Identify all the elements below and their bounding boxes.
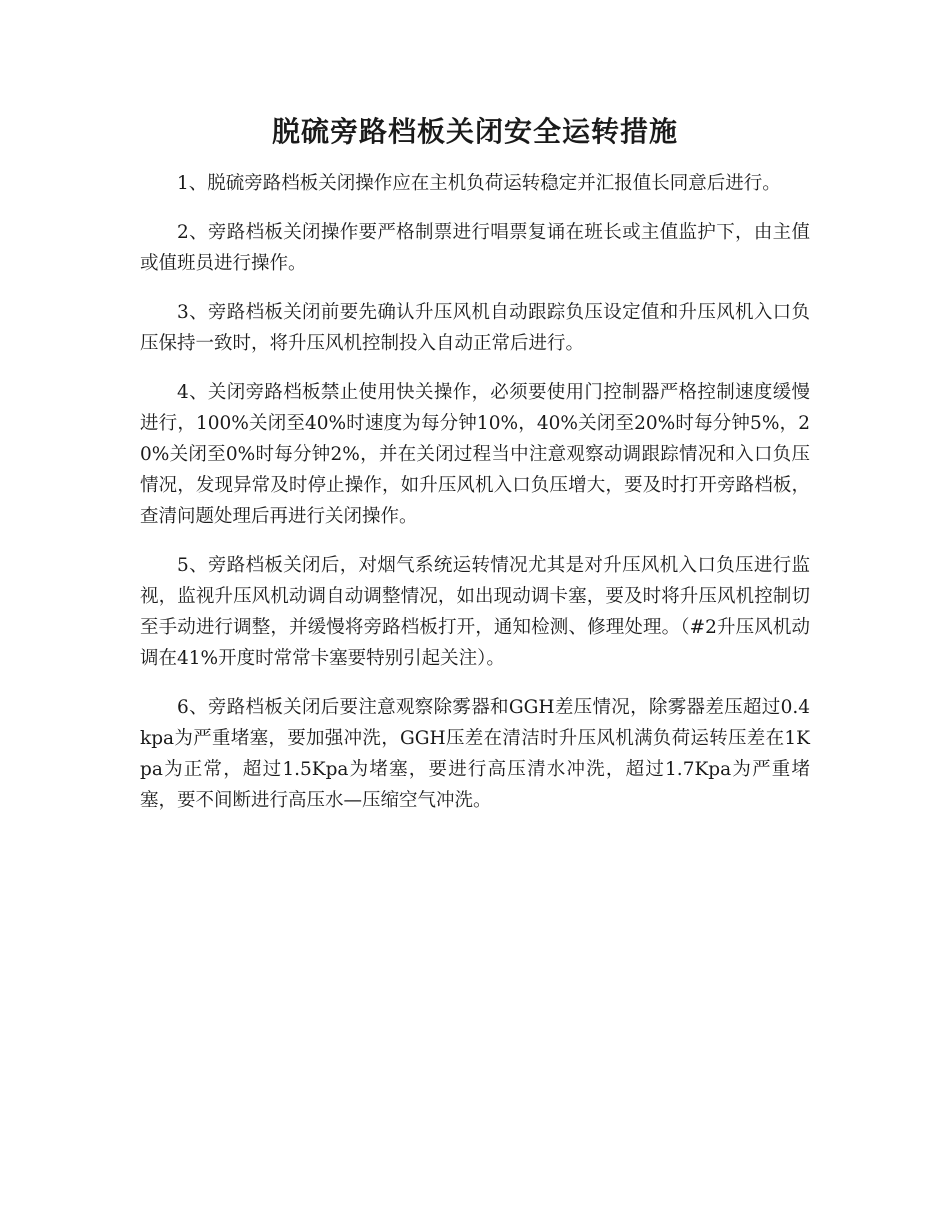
- document-title: 脱硫旁路档板关闭安全运转措施: [271, 115, 678, 148]
- paragraph-2: 2、旁路档板关闭操作要严格制票进行唱票复诵在班长或主值监护下，由主值或值班员进行操作。: [140, 222, 810, 274]
- paragraph-3: 3、旁路档板关闭前要先确认升压风机自动跟踪负压设定值和升压风机入口负压保持一致时，将升压风机控制投入自动正常后进行。: [140, 302, 810, 354]
- paragraph-1: 1、脱硫旁路档板关闭操作应在主机负荷运转稳定并汇报值长同意后进行。: [177, 173, 781, 194]
- paragraph-6: 6、旁路档板关闭后要注意观察除雾器和GGH差压情况，除雾器差压超过0.4kpa为严重堵塞，要加强冲洗，GGH压差在清洁时升压风机满负荷运转压差在1Kpa为正常，超过1.5Kpa为堵塞，要进行高压清水冲洗，超过1.7Kpa为严重堵塞，要不间断进行高压水—压缩空气冲洗。: [140, 697, 810, 811]
- document-body: [140, 168, 810, 834]
- paragraph-4: 4、关闭旁路档板禁止使用快关操作，必须要使用门控制器严格控制速度缓慢进行，100%关闭至40%时速度为每分钟10%，40%关闭至20%时每分钟5%，20%关闭至0%时每分钟2%，并在关闭过程当中注意观察动调跟踪情况和入口负压情况，发现异常及时停止操作，如升压风机入口负压增大，要及时打开旁路档板，查清问题处理后再进行关闭操作。: [140, 382, 810, 527]
- paragraph-5: 5、旁路档板关闭后，对烟气系统运转情况尤其是对升压风机入口负压进行监视，监视升压风机动调自动调整情况，如出现动调卡塞，要及时将升压风机控制切至手动进行调整，并缓慢将旁路档板打开，通知检测、修理处理。（#2升压风机动调在41%开度时常常卡塞要特别引起关注）。: [140, 555, 810, 669]
